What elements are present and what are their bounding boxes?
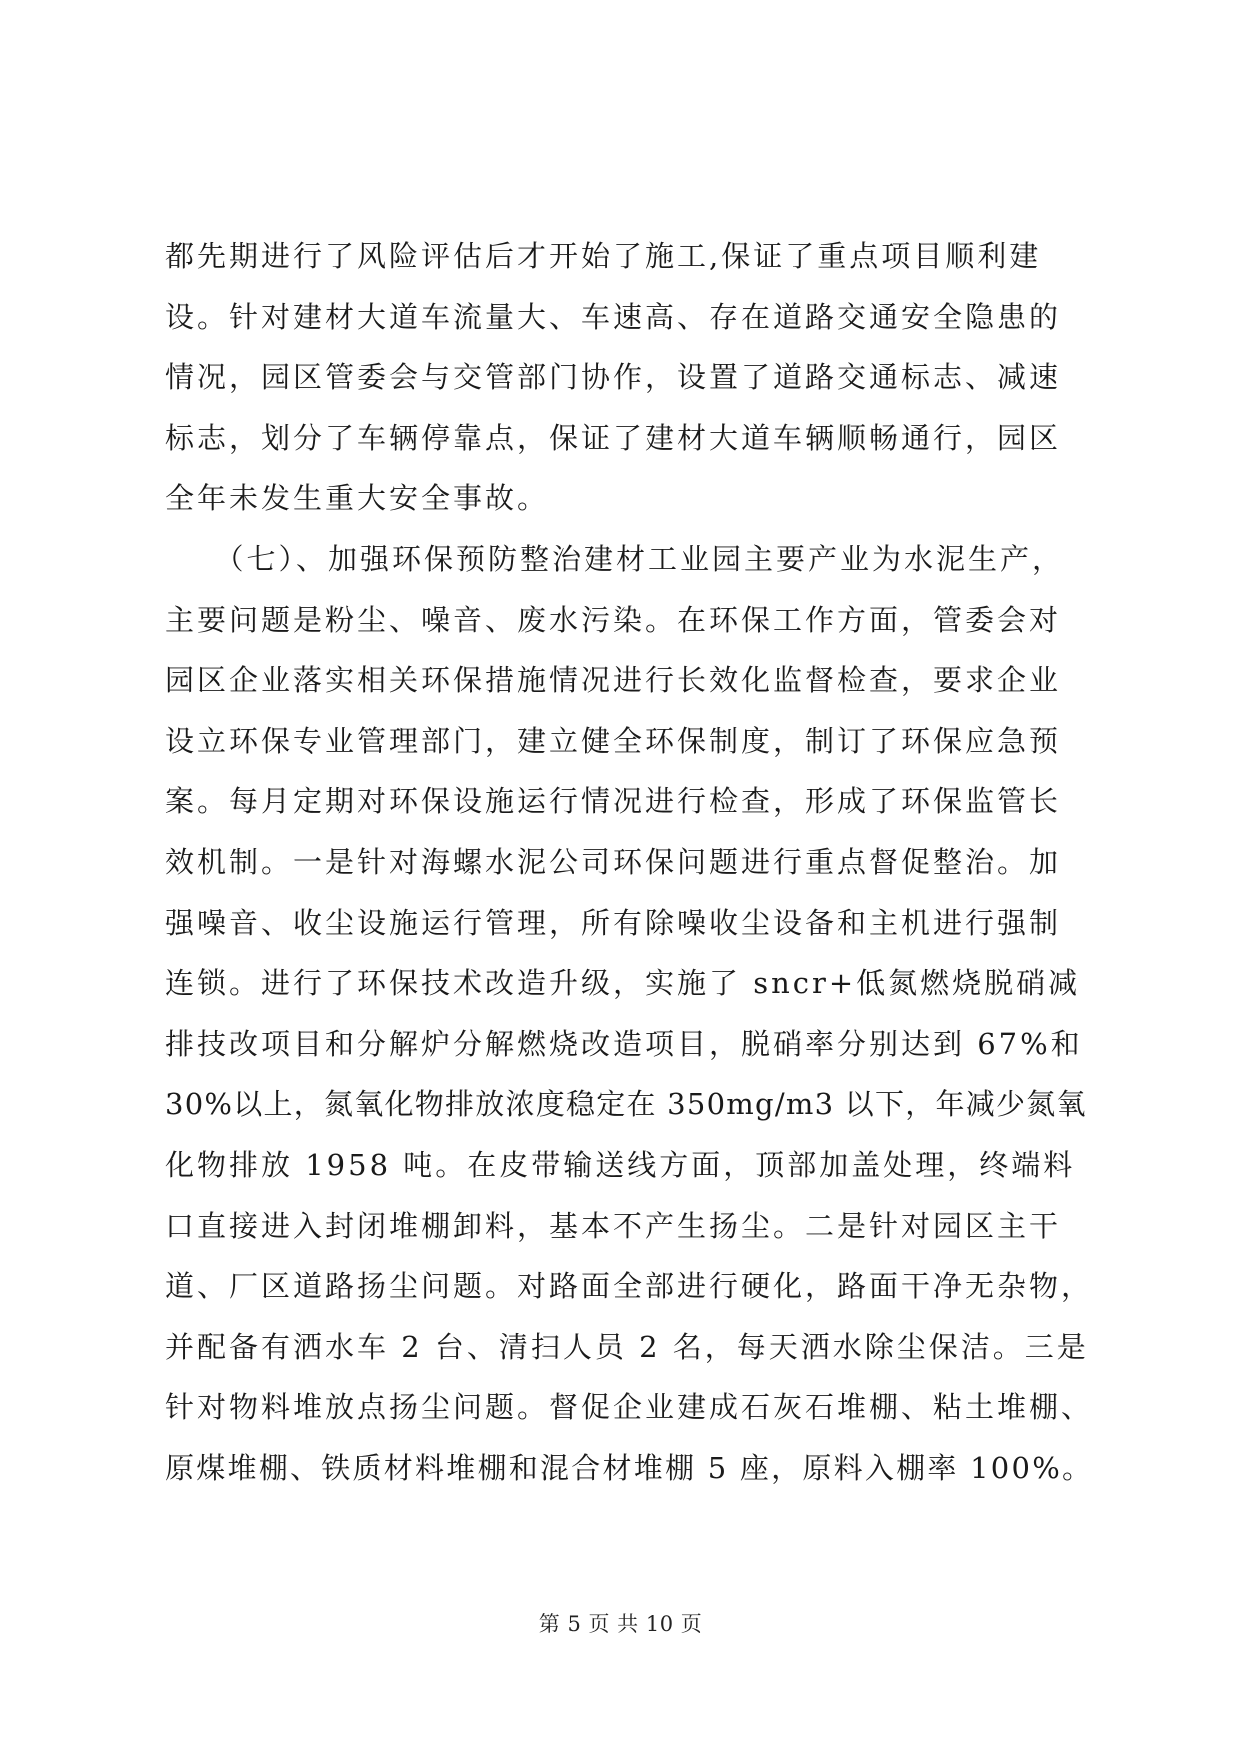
text-line: 情况，园区管委会与交管部门协作，设置了道路交通标志、减速: [165, 360, 1062, 395]
text-line: 连锁。进行了环保技术改造升级，实施了 sncr+低氮燃烧脱硝减: [165, 966, 1081, 1001]
text-line: 针对物料堆放点扬尘问题。督促企业建成石灰石堆棚、粘土堆棚、: [165, 1390, 1094, 1425]
text-line: 30%以上，氮氧化物排放浓度稳定在 350mg/m3 以下，年减少氮氧: [165, 1087, 1087, 1122]
text-line: 设。针对建材大道车流量大、车速高、存在道路交通安全隐患的: [165, 299, 1062, 334]
body-text: [165, 226, 1095, 1498]
text-line: 标志，划分了车辆停靠点，保证了建材大道车辆顺畅通行，园区: [165, 420, 1062, 455]
text-line: （七）、加强环保预防整治建材工业园主要产业为水泥生产，: [165, 541, 1065, 576]
text-line: 案。每月定期对环保设施运行情况进行检查，形成了环保监管长: [165, 784, 1062, 819]
text-line: 园区企业落实相关环保措施情况进行长效化监督检查，要求企业: [165, 663, 1062, 698]
text-line: 强噪音、收尘设施运行管理，所有除噪收尘设备和主机进行强制: [165, 905, 1062, 940]
text-line: 口直接进入封闭堆棚卸料，基本不产生扬尘。二是针对园区主干: [165, 1208, 1062, 1243]
text-line: 设立环保专业管理部门，建立健全环保制度，制订了环保应急预: [165, 723, 1062, 758]
text-line: 主要问题是粉尘、噪音、废水污染。在环保工作方面，管委会对: [165, 602, 1062, 637]
text-line: 全年未发生重大安全事故。: [165, 481, 550, 516]
text-line: 都先期进行了风险评估后才开始了施工,保证了重点项目顺利建: [165, 239, 1042, 273]
text-line: 排技改项目和分解炉分解燃烧改造项目，脱硝率分别达到 67%和: [165, 1026, 1083, 1061]
text-line: 效机制。一是针对海螺水泥公司环保问题进行重点督促整治。加: [165, 844, 1062, 879]
text-line: 原煤堆棚、铁质材料堆棚和混合材堆棚 5 座，原料入棚率 100%。: [165, 1450, 1094, 1485]
text-line: 并配备有洒水车 2 台、清扫人员 2 名，每天洒水除尘保洁。三是: [165, 1329, 1089, 1364]
text-line: 道、厂区道路扬尘问题。对路面全部进行硬化，路面干净无杂物，: [165, 1269, 1094, 1304]
page-number-footer: 第 5 页 共 10 页: [538, 1612, 703, 1636]
text-line: 化物排放 1958 吨。在皮带输送线方面，顶部加盖处理，终端料: [165, 1147, 1076, 1182]
